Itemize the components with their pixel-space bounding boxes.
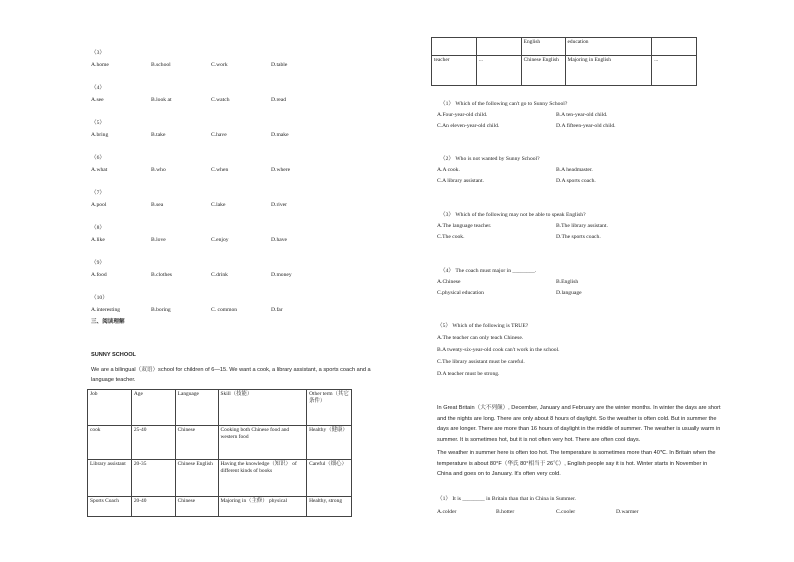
option-text: A.colder [437,509,457,515]
option-text: D.money [271,272,292,278]
option-text: C.The cook. [437,234,465,240]
table-cell [432,38,477,56]
option-text: B.school [151,62,171,68]
table-cell: English [521,38,565,56]
table-cell: Majoring in English [565,56,652,86]
option-text: D.river [271,202,287,208]
option-text: D.The sports coach. [556,234,601,240]
passage-title: SUNNY SCHOOL [91,352,136,358]
option-text: A.see [91,97,104,103]
option-text: D.A sports coach. [556,178,596,184]
table-row [88,426,352,460]
option-text: A.home [91,62,109,68]
table-cell: Chinese English [175,460,218,497]
table-cell: Careful（细心） [307,460,352,497]
option-text: D.A fifteen-year-old child. [556,123,616,129]
option-text: D.read [271,97,287,103]
option-text: B.A ten-year-old child. [556,112,608,118]
table-row [88,460,352,497]
passage-line: language teacher. [91,377,136,383]
option-text: C.watch [211,97,230,103]
option-text: C.cooler [556,509,576,515]
option-text: A.like [91,237,105,243]
question-stem: （2） Who is not wanted by Sunny School? [440,156,540,162]
question-number: （3） [91,50,105,56]
passage-line: and the nights are long. There are only about 8 hours of daylight. So the weather is often cold. But in summer the [437,415,717,422]
question-stem: （3） Which of the following may not be able to speak English? [440,212,586,218]
option-text: A.food [91,272,107,278]
table-row [432,38,697,56]
table-cell [652,38,697,56]
passage-line: In Great Britain（大不列颠）, December, January and February are the winter months. In winter the days are short [437,405,721,411]
question-number: （6） [91,155,105,161]
option-text: A.Four-year-old child. [437,112,488,118]
table-cell: Chinese [175,426,218,460]
option-text: C. common [211,307,238,313]
option-text: D.A teacher must be strong. [437,371,500,377]
table-cell: Having the knowledge（知识） of different kinds of books [218,460,307,497]
table-header: Language [175,390,218,426]
option-text: C.when [211,167,229,173]
option-text: D.far [271,307,283,313]
question-number: （9） [91,260,105,266]
table-cell: 25-40 [131,426,175,460]
question-number: （4） [91,85,105,91]
question-stem: （5） Which of the following is TRUE? [437,323,529,329]
table-cell: ... [652,56,697,86]
table-cell: Majoring in（主修） physical [218,497,307,517]
option-text: B.who [151,167,166,173]
question-number: （8） [91,225,105,231]
table-cell: teacher [432,56,477,86]
question-number: （5） [91,120,105,126]
option-text: D.make [271,132,289,138]
table-cell: Cooking both Chinese food and western food [218,426,307,460]
option-text: B.English [556,279,579,285]
option-text: D.language [556,290,582,296]
table-cell: Healthy（健康） [307,426,352,460]
option-text: B.love [151,237,166,243]
table-header-row [88,390,352,426]
passage-line: We are a bilingual（双语）school for children of 6—15. We want a cook, a library assistant, a sports coach and a [91,367,371,373]
option-text: D.where [271,167,291,173]
table-cell: ... [476,56,521,86]
option-text: B.take [151,132,166,138]
option-text: C.A library assistant. [437,178,484,184]
table-cell: cook [88,426,132,460]
question-stem: （4） The coach must major in ________. [440,268,537,274]
question-number: （7） [91,190,105,196]
table-cell: 20-40 [131,497,175,517]
table-cell: education [565,38,652,56]
option-text: D.warmer [616,509,639,515]
option-text: B.The library assistant. [556,223,608,229]
option-text: A.A cook. [437,167,460,173]
table-header: Other term（其它条件） [307,390,352,426]
option-text: B.clothes [151,272,172,278]
table-cell: Healthy, strong [307,497,352,517]
option-text: D.have [271,237,287,243]
option-text: B.hotter [496,509,515,515]
table-header: Job [88,390,132,426]
option-text: A.what [91,167,108,173]
option-text: C.enjoy [211,237,229,243]
option-text: A.Chinese [437,279,461,285]
passage-line: summer. It is sometimes hot, but it is not often very hot. There are often cool days. [437,436,641,443]
option-text: A.interesting [91,307,121,313]
table-cell: 20-35 [131,460,175,497]
passage-line: China and goes on to January. It's often very cold. [437,471,561,477]
table-cell: Sports Coach [88,497,132,517]
option-text: C.An eleven-year-old child. [437,123,500,129]
table-row [88,497,352,517]
option-text: B.A headmaster. [556,167,593,173]
table-row [432,56,697,86]
option-text: A.pool [91,202,107,208]
option-text: B.look at [151,97,172,103]
passage-line: The weather in summer here is often too hot. The temperature is sometimes more than 40℃. In Britain when the [437,450,716,456]
option-text: C.drink [211,272,228,278]
job-table-continued [431,37,697,86]
question-number: （10） [91,295,108,301]
table-header: Skill（技能） [218,390,307,426]
option-text: B.A twenty-six-year-old cook can't work in the school. [437,347,560,353]
option-text: B.boring [151,307,171,313]
option-text: B.sea [151,202,164,208]
table-cell: Chinese English [521,56,565,86]
option-text: D.table [271,62,288,68]
option-text: A.bring [91,132,109,138]
option-text: C.have [211,132,227,138]
passage-line: days are longer. There are more than 16 hours of daylight in the middle of summer. The weather is usually warm in [437,426,721,432]
table-cell: Library assistant [88,460,132,497]
option-text: C.lake [211,202,226,208]
section-heading: 三、阅读理解 [91,319,125,325]
option-text: C.physical education [437,290,484,296]
question-stem: （1） It is ________ in Britain than that in China in Summer. [437,496,576,502]
table-cell: Chinese [175,497,218,517]
option-text: C.work [211,62,228,68]
option-text: A.The language teacher. [437,223,492,229]
option-text: A.The teacher can only teach Chinese. [437,335,524,341]
table-header: Age [131,390,175,426]
option-text: C.The library assistant must be careful. [437,359,525,365]
job-table [87,389,352,517]
question-stem: （1） Which of the following can't go to Sunny School? [440,101,568,107]
table-cell [476,38,521,56]
passage-line: temperature is about 80°F（华氏 80°相当于 26℃）, English people say it is hot. Winter starts in November in [437,460,708,467]
